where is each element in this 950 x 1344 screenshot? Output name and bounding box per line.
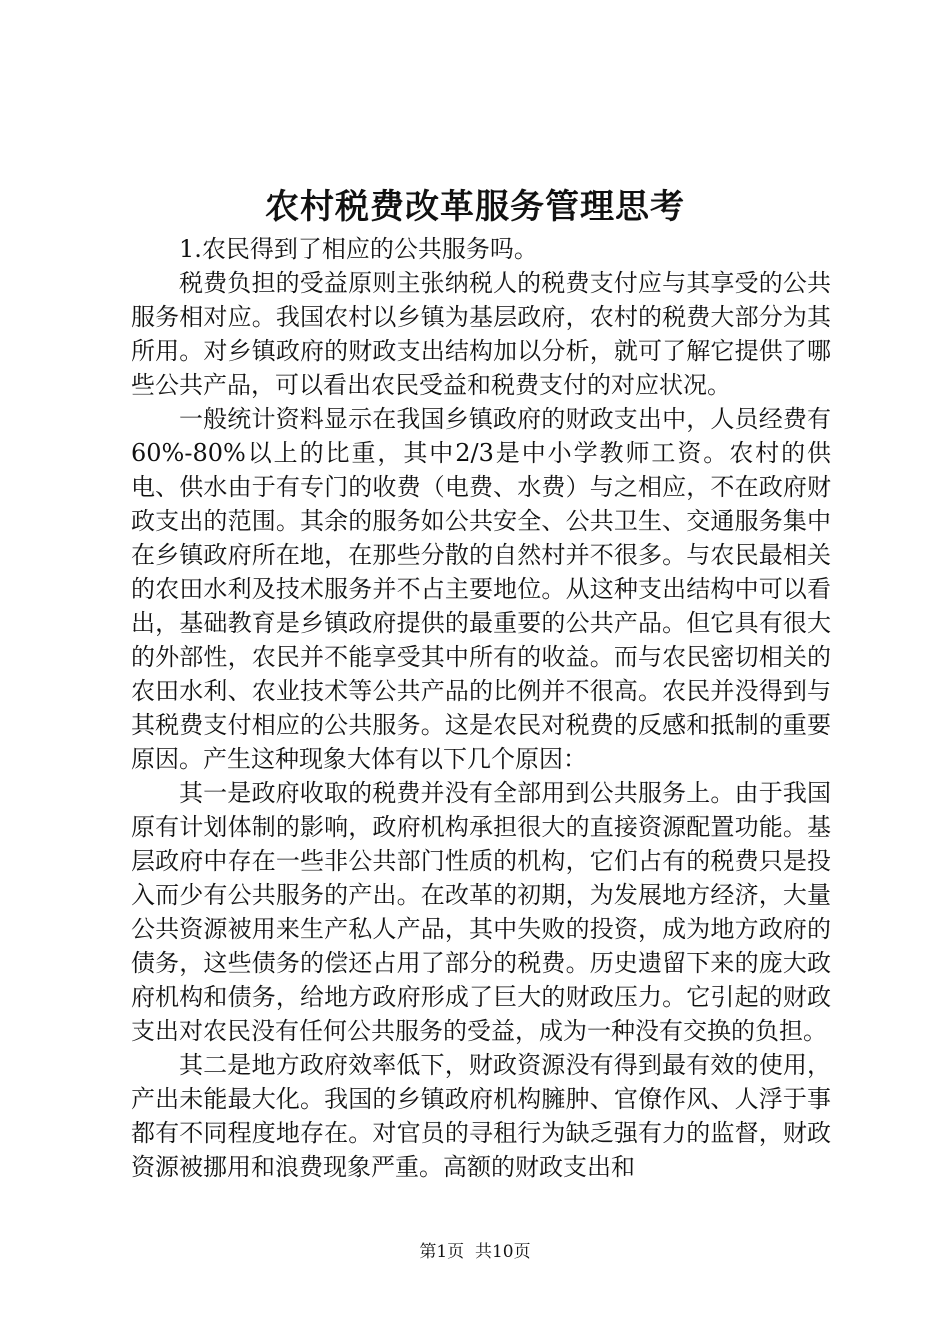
paragraph-question: 1.农民得到了相应的公共服务吗。 — [179, 235, 538, 263]
paragraph-reason-two: 其二是地方政府效率低下，财政资源没有得到最有效的使用，产出未能最大化。我国的乡镇政府机构臃肿、官僚作风、人浮于事都有不同程度地存在。对官员的寻租行为缺乏强有力的监督，财政资源被挪用和浪费现象严重。高额的财政支出和 — [131, 1051, 831, 1181]
document-title: 农村税费改革服务管理思考 — [265, 187, 685, 227]
paragraph-reason-one: 其一是政府收取的税费并没有全部用到公共服务上。由于我国原有计划体制的影响，政府机构承担很大的直接资源配置功能。基层政府中存在一些非公共部门性质的机构，它们占有的税费只是投入而少有公共服务的产出。在改革的初期，为发展地方经济，大量公共资源被用来生产私人产品，其中失败的投资，成为地方政府的债务，这些债务的偿还占用了部分的税费。历史遗留下来的庞大政府机构和债务，给地方政府形成了巨大的财政压力。它引起的财政支出对农民没有任何公共服务的受益，成为一种没有交换的负担。 — [131, 779, 831, 1045]
paragraph-benefit-principle: 税费负担的受益原则主张纳税人的税费支付应与其享受的公共服务相对应。我国农村以乡镇为基层政府，农村的税费大部分为其所用。对乡镇政府的财政支出结构加以分析，就可了解它提供了哪些公共产品，可以看出农民受益和税费支付的对应状况。 — [131, 269, 831, 399]
page-footer — [0, 1240, 950, 1264]
page-number-label: 第1页 共10页 — [419, 1242, 531, 1262]
document-body — [131, 232, 831, 1184]
paragraph-expenditure-structure: 一般统计资料显示在我国乡镇政府的财政支出中，人员经费有60%-80%以上的比重，其中2/3是中小学教师工资。农村的供电、供水由于有专门的收费（电费、水费）与之相应，不在政府财政支出的范围。其余的服务如公共安全、公共卫生、交通服务集中在乡镇政府所在地，在那些分散的自然村并不很多。与农民最相关的农田水利及技术服务并不占主要地位。从这种支出结构中可以看出，基础教育是乡镇政府提供的最重要的公共产品。但它具有很大的外部性，农民并不能享受其中所有的收益。而与农民密切相关的农田水利、农业技术等公共产品的比例并不很高。农民并没得到与其税费支付相应的公共服务。这是农民对税费的反感和抵制的重要原因。产生这种现象大体有以下几个原因： — [131, 405, 831, 773]
